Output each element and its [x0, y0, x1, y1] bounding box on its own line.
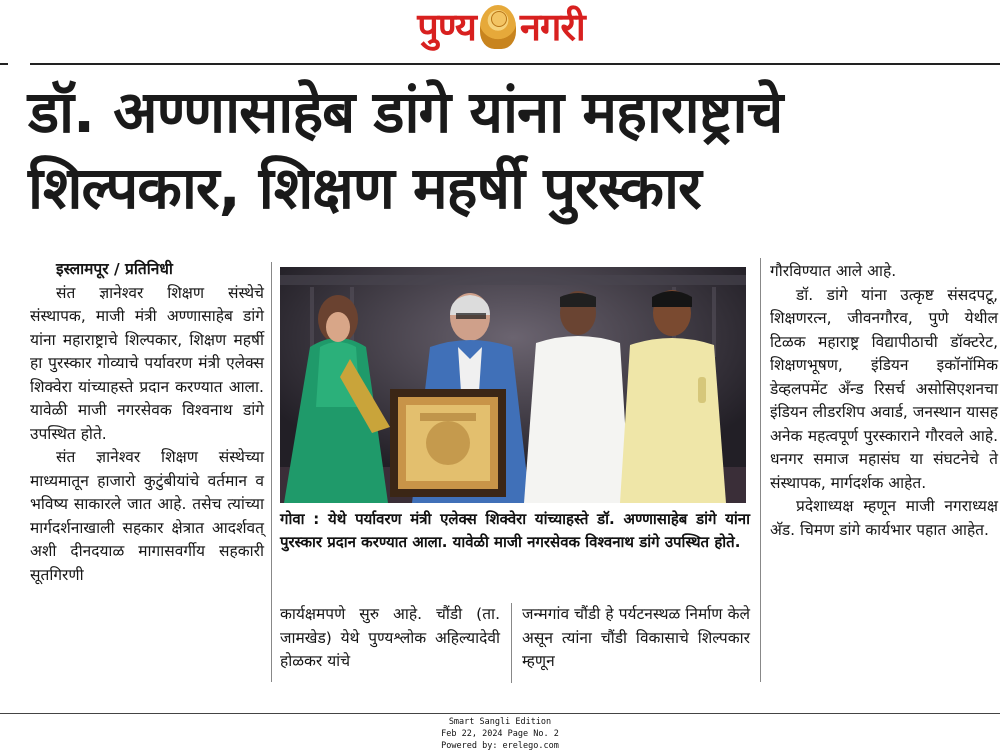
photo-illustration — [280, 267, 746, 503]
date-page-label: Feb 22, 2024 Page No. 2 — [441, 729, 559, 739]
column-divider — [511, 603, 512, 683]
left-edge-rule — [0, 63, 8, 65]
column-4-paragraph-2: डॉ. डांगे यांना उत्कृष्ट संसदपटू, शिक्षणरत्न, जीवनगौरव, पुणे येथील टिळक महाराष्ट्र विद्यापीठाची डॉक्टरेट, शिक्षणभूषण, इंडियन इकॉनॉमिक डेव्हलपमेंट अँन्ड रिसर्च असोसिएशनचा इंडियन लीडरशिप अवार्ड, जनस्थान यासह अनेक महत्वपूर्ण पुरस्काराने गौरवले आहे. धनगर समाज महासंघ या संघटनेचे ते संस्थापक, मार्गदर्शक आहेत. — [770, 285, 998, 492]
column-1-paragraph-1: संत ज्ञानेश्वर शिक्षण संस्थेचे संस्थापक, माजी मंत्री अण्णासाहेब डांगे यांना महाराष्ट्राचे शिल्पकार, शिक्षण महर्षी हा पुरस्कार गोव्याचे पर्यावरण मंत्री एलेक्स शिक्वेरा यांच्याहस्ते प्रदान करण्यात आला. यावेळी माजी नगरसेवक विश्वनाथ डांगे उपस्थित होते. — [30, 283, 264, 443]
dateline: इस्लामपूर / प्रतिनिधी — [56, 260, 173, 278]
column-3-text: जन्मगांव चौंडी हे पर्यटनस्थळ निर्माण केले असून त्यांना चौंडी विकासाचे शिल्पकार म्हणून — [522, 605, 750, 670]
edition-label: Smart Sangli Edition — [448, 717, 552, 727]
powered-by-label: Powered by: erelego.com — [441, 741, 559, 751]
ganesha-idol-icon — [480, 5, 516, 49]
newspaper-logo — [388, 2, 614, 52]
headline-line-2: शिल्पकार, शिक्षण महर्षी पुरस्कार — [28, 154, 701, 222]
article-headline — [28, 74, 988, 226]
article-column-1 — [30, 258, 264, 587]
award-ceremony-photo — [280, 267, 746, 503]
footer-rule — [0, 713, 1000, 714]
masthead — [0, 0, 1000, 60]
column-4-paragraph-3: प्रदेशाध्यक्ष म्हणून माजी नगराध्यक्ष अ‍ॅड. चिमण डांगे कार्यभार पहात आहेत. — [770, 497, 998, 539]
article-column-4 — [770, 260, 998, 542]
column-1-paragraph-2: संत ज्ञानेश्वर शिक्षण संस्थेच्या माध्यमातून हाजारो कुटुंबीयांचे वर्तमान व भविष्य साकारले जात आहे. तसेच त्यांच्या मार्गदर्शनाखाली सहकार क्षेत्रात आदर्शवत् अशी दीनदयाळ मागासवर्गीय सहकारी सूतगिरणी — [30, 448, 264, 584]
article-column-3 — [522, 603, 750, 674]
logo-text-left: पुण्य — [417, 5, 476, 49]
headline-top-rule — [30, 63, 1000, 65]
page-footer — [0, 716, 1000, 752]
column-divider — [271, 262, 272, 682]
logo-text-right: नगरी — [519, 5, 585, 49]
column-4-paragraph-1: गौरविण्यात आले आहे. — [770, 262, 897, 280]
column-divider — [760, 258, 761, 682]
photo-caption: गोवा : येथे पर्यावरण मंत्री एलेक्स शिक्वेरा यांच्याहस्ते डॉ. अण्णासाहेब डांगे यांना पुरस्कार प्रदान करण्यात आला. यावेळी माजी नगरसेवक विश्वनाथ डांगे उपस्थित होते. — [280, 510, 750, 551]
column-2-text: कार्यक्षमपणे सुरु आहे. चौंडी (ता. जामखेड) येथे पुण्यश्लोक अहिल्यादेवी होळकर यांचे — [280, 605, 500, 670]
headline-line-1: डॉ. अण्णासाहेब डांगे यांना महाराष्ट्राचे — [28, 78, 783, 146]
article-column-2 — [280, 603, 500, 674]
